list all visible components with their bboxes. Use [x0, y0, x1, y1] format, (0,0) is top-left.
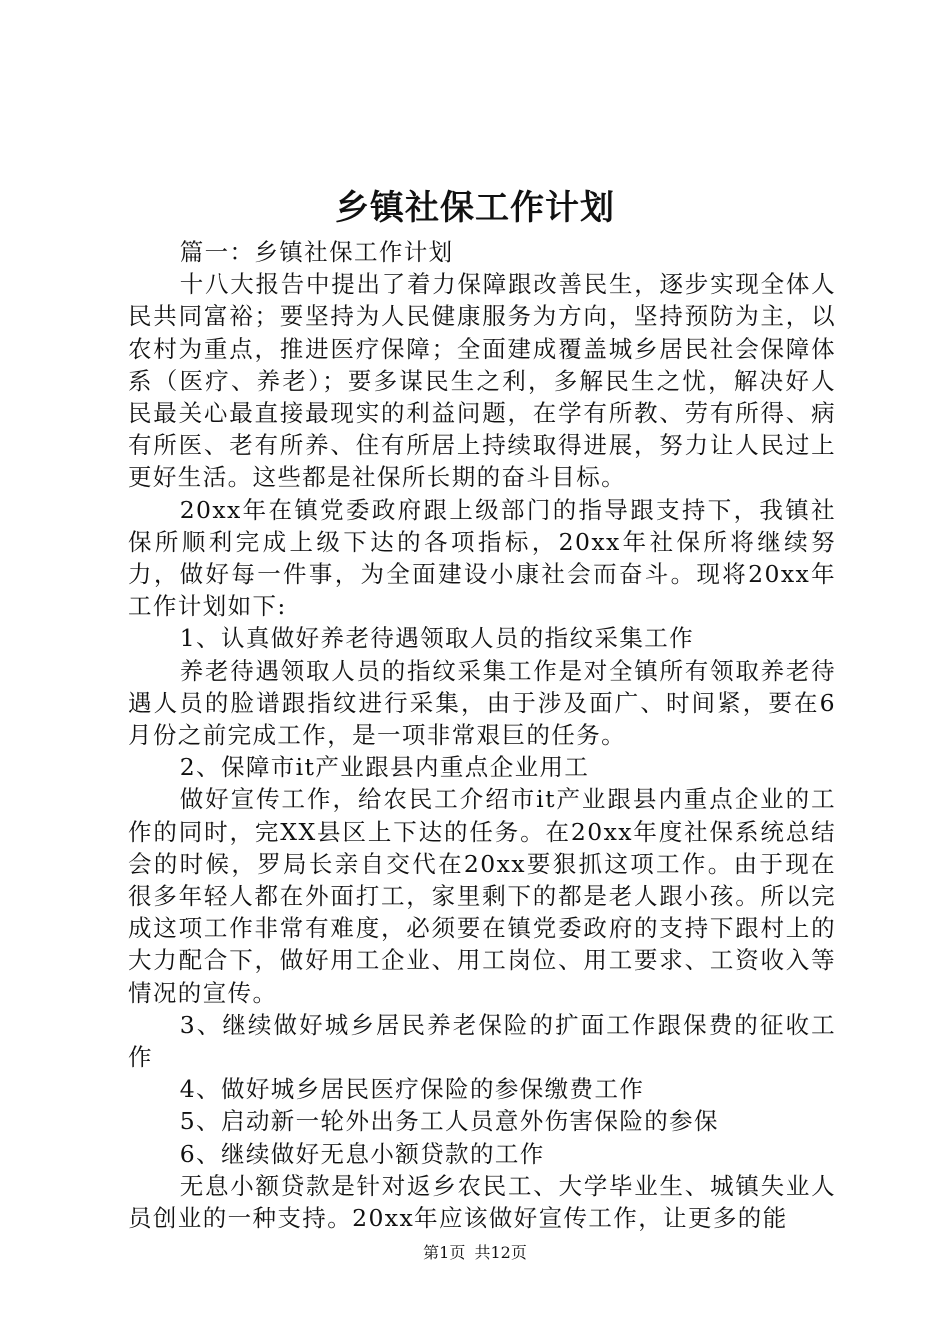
page-number: 第1页 [423, 1243, 466, 1262]
list-item-heading: 3、继续做好城乡居民养老保险的扩面工作跟保费的征收工作 [128, 1010, 836, 1072]
list-item-heading: 2、保障市it产业跟县内重点企业用工 [179, 753, 590, 782]
paragraph: 做好宣传工作，给农民工介绍市it产业跟县内重点企业的工作的同时，完XX县区上下达的任务。在20xx年度社保系统总结会的时候，罗局长亲自交代在20xx要狠抓这项工作。由于现在很多年轻人都在外面打工，家里剩下的都是老人跟小孩。所以完成这项工作非常有难度，必须要在镇党委政府的支持下跟村上的大力配合下，做好用工企业、用工岗位、用工要求、工资收入等情况的宣传。 [128, 785, 836, 1007]
page-total: 共12页 [474, 1243, 527, 1262]
paragraph: 无息小额贷款是针对返乡农民工、大学毕业生、城镇失业人员创业的一种支持。20xx年应该做好宣传工作，让更多的能 [128, 1171, 836, 1233]
paragraph: 养老待遇领取人员的指纹采集工作是对全镇所有领取养老待遇人员的脸谱跟指纹进行采集，由于涉及面广、时间紧，要在6月份之前完成工作，是一项非常艰巨的任务。 [128, 656, 836, 750]
list-item-heading: 5、启动新一轮外出务工人员意外伤害保险的参保 [179, 1107, 719, 1136]
document-body [128, 236, 836, 1234]
page-footer [0, 1242, 950, 1264]
paragraph: 20xx年在镇党委政府跟上级部门的指导跟支持下，我镇社保所顺利完成上级下达的各项指标，20xx年社保所将继续努力，做好每一件事，为全面建设小康社会而奋斗。现将20xx年工作计划如下: [128, 495, 836, 621]
section-heading: 篇一：乡镇社保工作计划 [179, 238, 454, 266]
list-item-heading: 4、做好城乡居民医疗保险的参保缴费工作 [179, 1075, 645, 1104]
list-item-heading: 1、认真做好养老待遇领取人员的指纹采集工作 [179, 624, 695, 653]
document-title: 乡镇社保工作计划 [335, 188, 615, 228]
list-item-heading: 6、继续做好无息小额贷款的工作 [179, 1139, 545, 1168]
paragraph: 十八大报告中提出了着力保障跟改善民生，逐步实现全体人民共同富裕；要坚持为人民健康服务为方向，坚持预防为主，以农村为重点，推进医疗保障；全面建成覆盖城乡居民社会保障体系（医疗、养老）；要多谋民生之利，多解民生之忧，解决好人民最关心最直接最现实的利益问题，在学有所教、劳有所得、病有所医、老有所养、住有所居上持续取得进展，努力让人民过上更好生活。这些都是社保所长期的奋斗目标。 [128, 270, 836, 492]
